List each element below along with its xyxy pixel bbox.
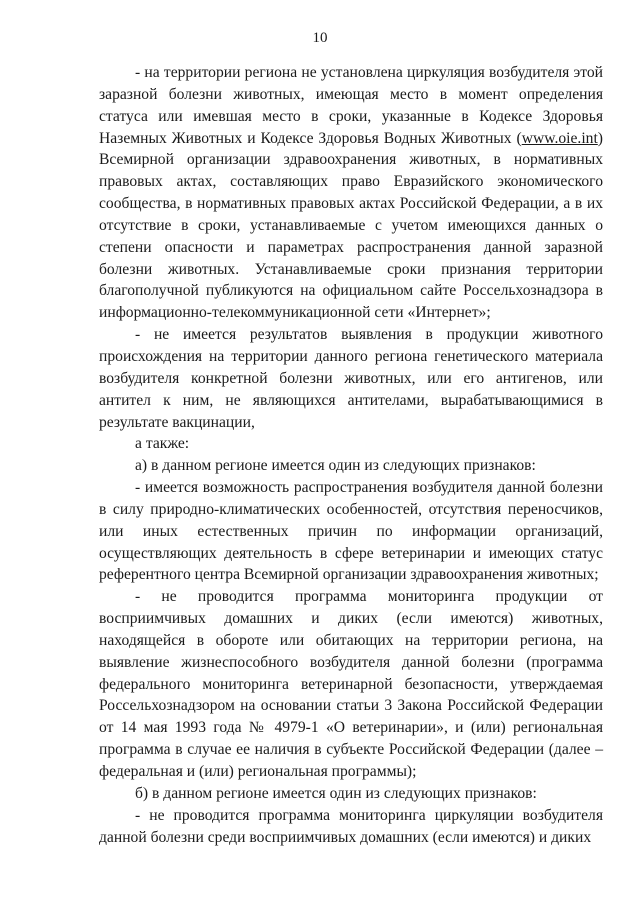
paragraph-and-also: а также:	[135, 435, 190, 453]
paragraph-item-b: б) в данном регионе имеется один из следующих признаков:	[135, 784, 537, 802]
paragraph-item-a: а) в данном регионе имеется один из следующих признаков:	[135, 457, 536, 475]
paragraph-circulation-not-established	[99, 62, 603, 324]
paragraph-monitoring-program: - не проводится программа мониторинга продукции от восприимчивых домашних и диких (если имеются) животных, находящейся в обороте или обитающих на территории региона, на выявление жизнеспособного возбудителя данной болезни (программа федерального мониторинга ветеринарной безопасности, утверждаемая Россельхознадзором на основании статьи 3 Закона Российской Федерации от 14 мая 1993 года № 4979-1 «О ветеринарии», и (или) региональная программа в случае ее наличия в субъекте Российской Федерации (далее – федеральная и (или) региональная программы);	[99, 588, 603, 780]
body-text	[99, 62, 603, 848]
oie-website-link[interactable]: www.oie.int	[521, 129, 598, 147]
paragraph-text-part: ) Всемирной организации здравоохранения животных, в нормативных правовых актах, составляющих право Евразийского экономического сообщества, в нормативных правовых актах Российской Федерации, а в их отсутствие в сроки, устанавливаемые с учетом имеющихся данных о степени опасности и параметрах распространения данной заразной болезни животных. Устанавливаемые сроки признания территории благополучной публикуются на официальном сайте Россельхознадзора в информационно-телекоммуникационной сети «Интернет»;	[99, 129, 603, 322]
paragraph-no-detection-results: - не имеется результатов выявления в продукции животного происхождения на территории данного региона генетического материала возбудителя конкретной болезни животных, или его антигенов, или антител к ним, не являющихся антителами, вырабатывающимися в результате вакцинации,	[99, 326, 603, 431]
page-number: 10	[312, 30, 328, 46]
paragraph-circulation-monitoring: - не проводится программа мониторинга циркуляции возбудителя данной болезни среди восприимчивых домашних (если имеются) и диких	[99, 806, 603, 846]
paragraph-spread-possibility: - имеется возможность распространения возбудителя данной болезни в силу природно-климатических особенностей, отсутствия переносчиков, или иных естественных причин по информации организаций, осуществляющих деятельность в сфере ветеринарии и имеющих статус референтного центра Всемирной организации здравоохранения животных;	[99, 479, 603, 584]
paragraph-text-part: - на территории региона не установлена циркуляция возбудителя этой заразной болезни животных, имеющая место в момент определения статуса или имевшая место в сроки, указанные в Кодексе Здоровья Наземных Животных и Кодексе Здоровья Водных Животных (	[99, 64, 603, 147]
